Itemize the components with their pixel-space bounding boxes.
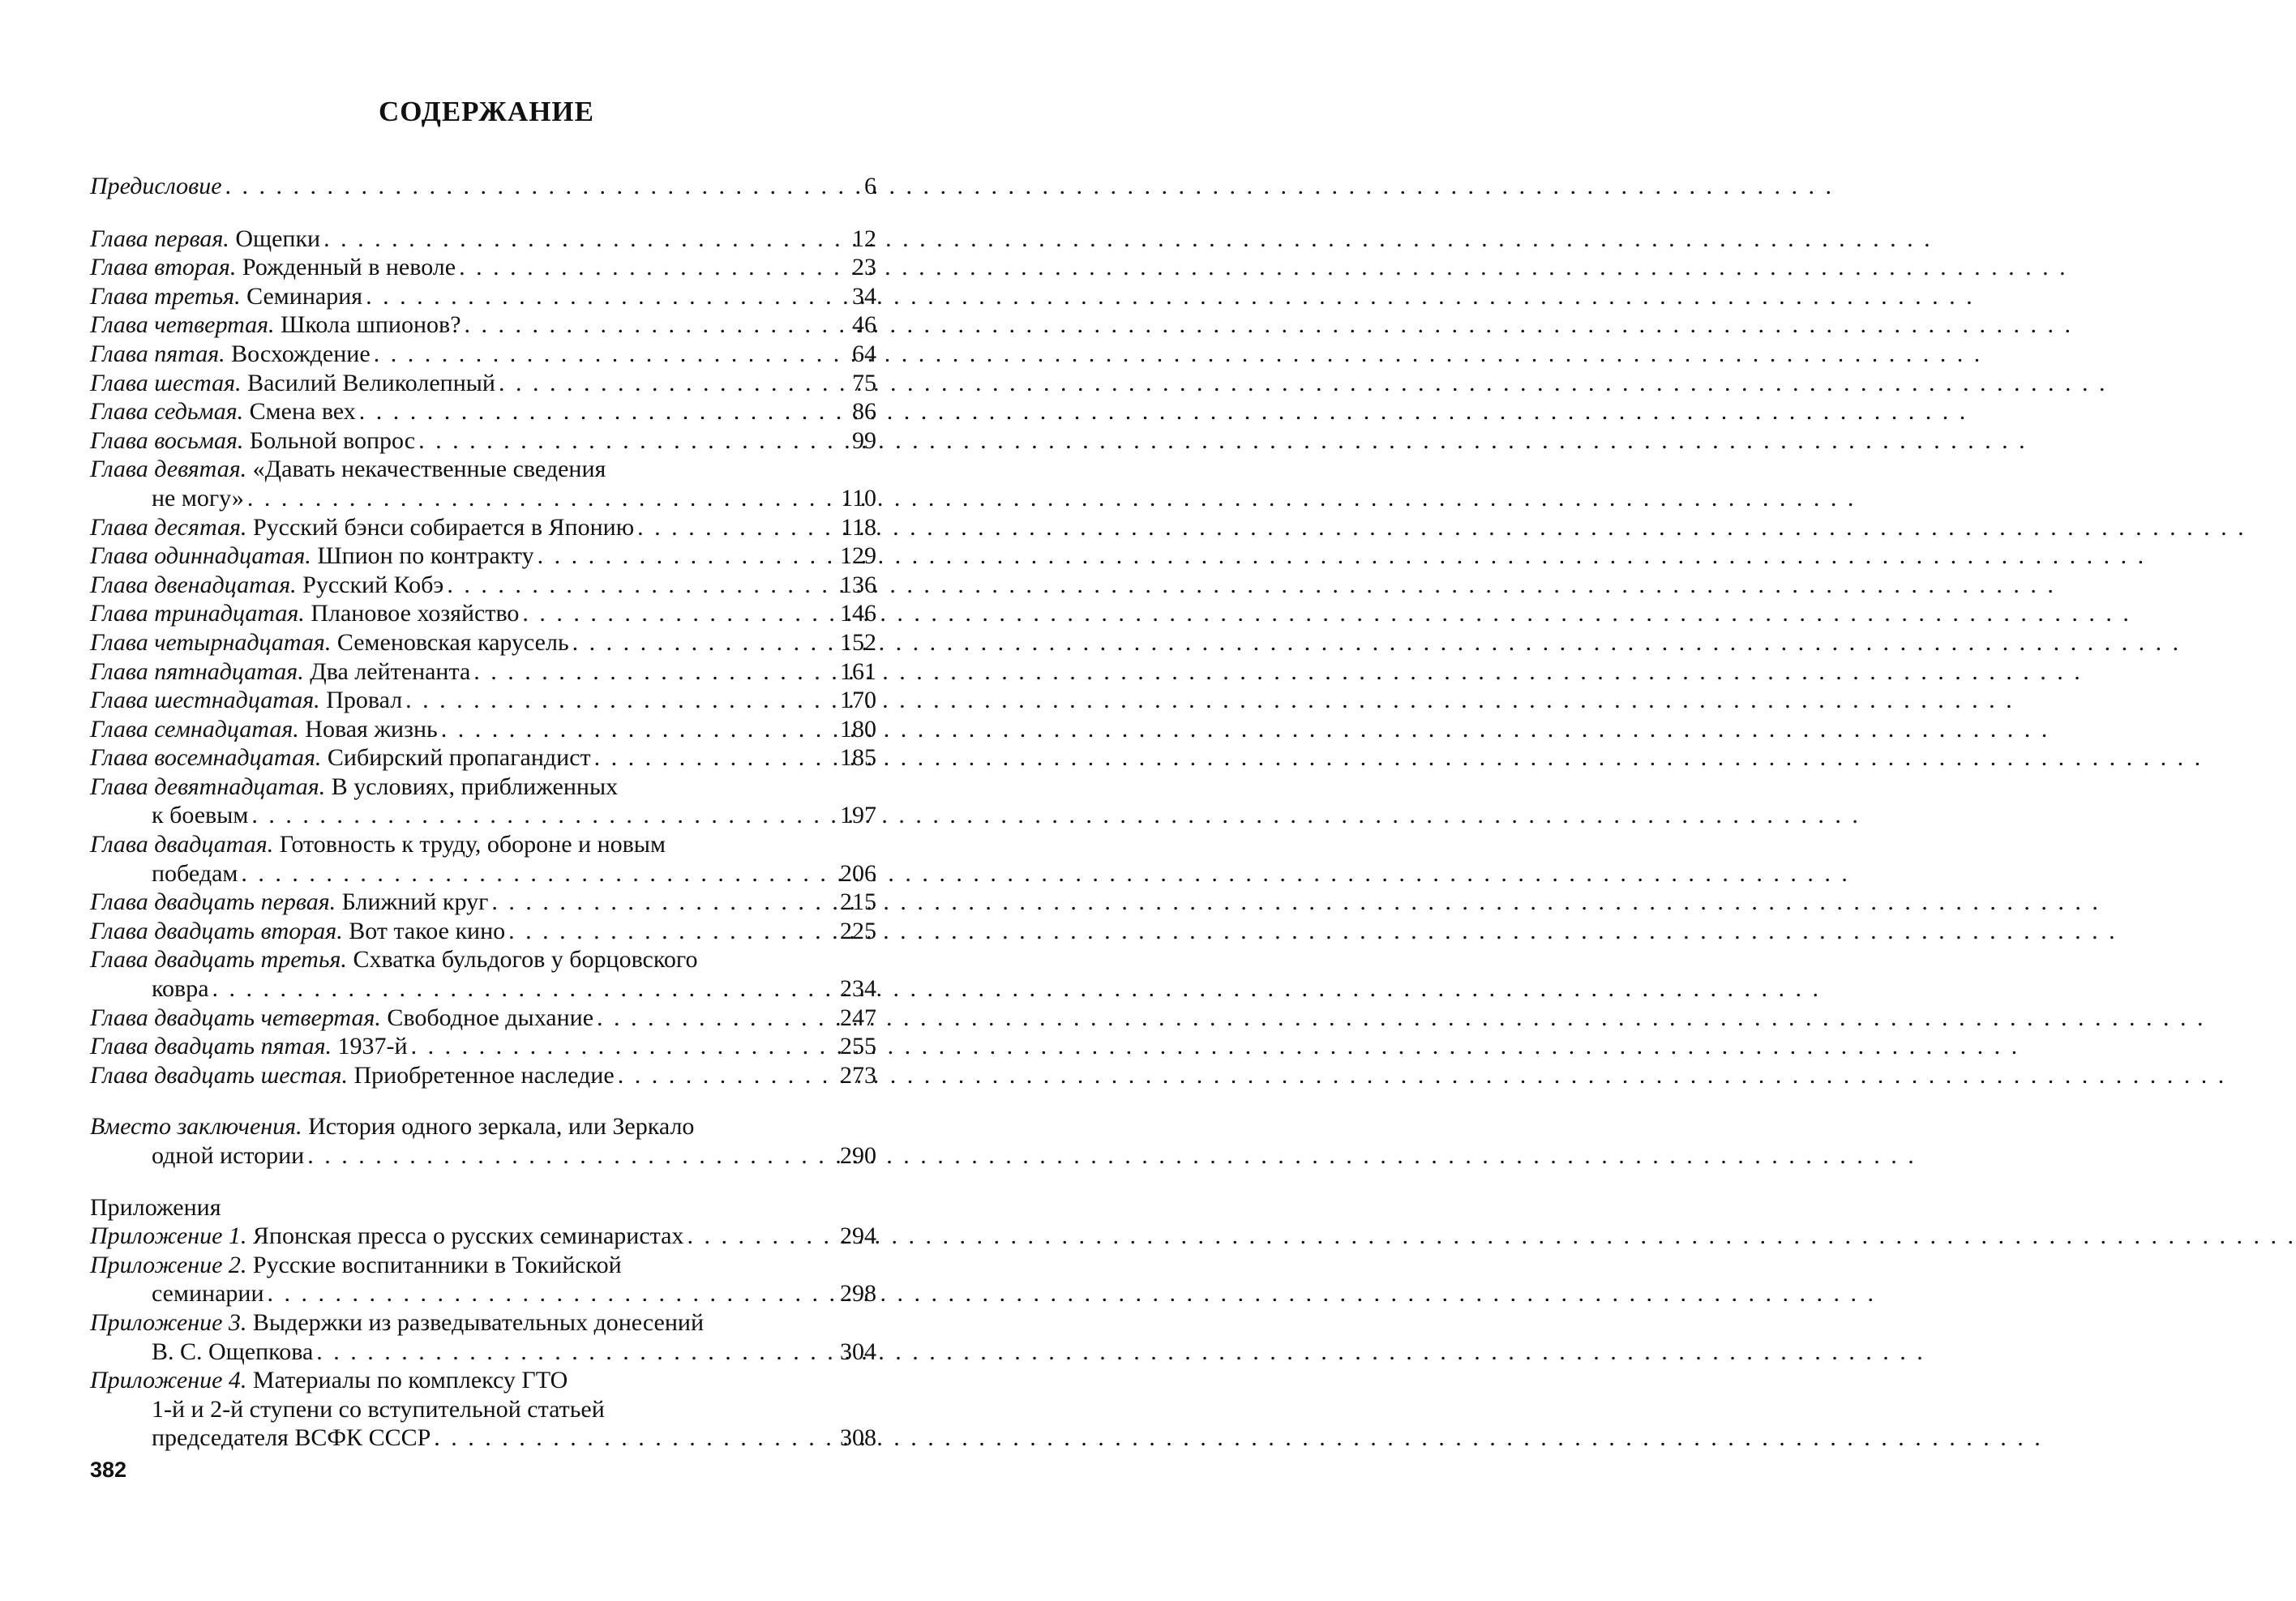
entry-prefix: Глава двадцатая. <box>90 831 274 858</box>
toc-entry-chapter <box>90 455 876 512</box>
toc-entry-chapter <box>90 542 876 571</box>
entry-prefix: Глава семнадцатая. <box>90 715 299 743</box>
page-ref: 129 <box>840 542 876 570</box>
entry-prefix: Глава четырнадцатая. <box>90 628 332 656</box>
page-ref: 64 <box>852 340 876 367</box>
entry-prefix: Приложение 3. <box>90 1308 247 1336</box>
entry-title: 1937-й <box>337 1033 408 1060</box>
dot-leader <box>461 310 803 340</box>
toc-entry-chapter <box>90 743 876 773</box>
page-ref: 152 <box>840 628 876 656</box>
entry-title: Смена вех <box>249 398 356 426</box>
entry-title: Выдержки из разведывательных донесений <box>252 1308 705 1336</box>
page-ref: 75 <box>852 369 876 396</box>
entry-title: «Давать некачественные сведения <box>252 456 606 483</box>
entry-prefix: Приложение 1. <box>90 1222 247 1250</box>
toc-entry-chapter <box>90 599 876 628</box>
entry-prefix: Глава двадцать первая. <box>90 888 336 916</box>
entry-prefix: Глава пятая. <box>90 340 225 367</box>
entry-title: Вот такое кино <box>349 917 506 944</box>
toc-entry-chapter <box>90 253 876 282</box>
dot-leader <box>534 542 803 571</box>
dot-leader <box>264 1279 803 1308</box>
entry-title: Больной вопрос <box>249 426 416 454</box>
dot-leader <box>244 484 803 513</box>
entry-title-continued: не могу» <box>152 484 244 512</box>
toc-entry-chapter <box>90 830 876 888</box>
page-ref: 298 <box>840 1280 876 1308</box>
toc-entry-chapter <box>90 628 876 657</box>
page-ref: 197 <box>840 802 876 829</box>
toc-entry-chapter <box>90 340 876 369</box>
toc-entry-chapter <box>90 686 876 715</box>
entry-title: Готовность к труду, обороне и новым <box>279 831 666 858</box>
page-ref: 247 <box>840 1004 876 1031</box>
entry-prefix: Вместо заключения. <box>90 1113 302 1141</box>
page-ref: 46 <box>852 311 876 339</box>
entry-title: Схватка бульдогов у борцовского <box>353 946 698 974</box>
entry-prefix: Глава третья. <box>90 282 241 310</box>
dot-leader <box>470 657 803 687</box>
dot-leader <box>593 1004 803 1033</box>
entry-prefix: Глава первая. <box>90 225 229 252</box>
entry-title: Японская пресса о русских семинаристах <box>252 1222 684 1250</box>
toc-entry-appendix <box>90 1308 876 1366</box>
page-ref: 273 <box>840 1061 876 1089</box>
toc-entry-chapter <box>90 282 876 311</box>
entry-prefix: Глава девятнадцатая. <box>90 773 326 800</box>
table-of-contents <box>90 172 876 1453</box>
toc-entry-conclusion <box>90 1112 876 1170</box>
dot-leader <box>408 1032 803 1061</box>
entry-prefix: Глава двадцать пятая. <box>90 1033 332 1060</box>
entry-title: В условиях, приближенных <box>331 773 619 800</box>
entry-title: Русский Кобэ <box>302 571 444 598</box>
page-ref: 215 <box>840 888 876 916</box>
entry-title: Материалы по комплексу ГТО <box>252 1367 568 1394</box>
page-ref: 185 <box>840 744 876 772</box>
entry-title-continued: к боевым <box>152 802 249 829</box>
dot-leader <box>402 686 803 715</box>
dot-leader <box>569 628 803 657</box>
entry-prefix: Глава вторая. <box>90 254 237 281</box>
toc-entry-preface <box>90 172 876 201</box>
dot-leader <box>591 743 803 773</box>
entry-prefix: Глава двенадцатая. <box>90 571 297 598</box>
page-ref: 99 <box>852 426 876 454</box>
entry-title: Сибирский пропагандист <box>327 744 591 772</box>
toc-page <box>0 0 973 1601</box>
page-ref: 110 <box>841 484 876 512</box>
entry-title: Новая жизнь <box>305 715 438 743</box>
entry-prefix: Глава шестнадцатая. <box>90 687 320 714</box>
toc-entry-chapter <box>90 1061 876 1090</box>
toc-entry-chapter <box>90 773 876 830</box>
toc-entry-chapter <box>90 917 876 946</box>
page-ref: 23 <box>852 254 876 281</box>
page-ref: 34 <box>852 282 876 310</box>
dot-leader <box>505 917 803 946</box>
preface-label: Предисловие <box>90 173 222 199</box>
entry-title-continued: В. С. Ощепкова <box>152 1338 314 1365</box>
dot-leader <box>438 715 803 744</box>
page-ref: 146 <box>840 600 876 627</box>
dot-leader <box>519 599 803 628</box>
dot-leader <box>415 426 803 456</box>
entry-prefix: Глава двадцать вторая. <box>90 917 343 944</box>
page-ref: 308 <box>840 1424 876 1452</box>
page-ref: 161 <box>840 657 876 685</box>
entry-title: Рожденный в неволе <box>242 254 456 281</box>
toc-entry-chapter <box>90 657 876 687</box>
entry-prefix: Глава двадцать шестая. <box>90 1061 348 1089</box>
page-ref: 294 <box>840 1222 876 1250</box>
entry-prefix: Глава восьмая. <box>90 426 244 454</box>
entry-prefix: Глава одиннадцатая. <box>90 542 311 570</box>
toc-entry-chapter <box>90 1032 876 1061</box>
page-ref: 255 <box>840 1033 876 1060</box>
page-ref: 12 <box>852 225 876 252</box>
toc-entry-appendix <box>90 1251 876 1308</box>
toc-entry-chapter <box>90 426 876 456</box>
dot-leader <box>634 513 803 542</box>
dot-leader <box>495 369 803 398</box>
toc-entry-chapter <box>90 715 876 744</box>
page-number: 382 <box>90 1458 127 1482</box>
entry-title-continued: победам <box>152 859 238 887</box>
dot-leader <box>248 801 803 830</box>
appendices-heading: Приложения <box>90 1193 221 1221</box>
spacer <box>90 1089 876 1112</box>
entry-title: Два лейтенанта <box>310 657 471 685</box>
entry-prefix: Глава четвертая. <box>90 311 275 339</box>
dot-leader <box>222 172 803 201</box>
dot-leader <box>443 571 803 600</box>
entry-prefix: Глава седьмая. <box>90 398 244 426</box>
dot-leader <box>430 1423 803 1453</box>
entry-title: Шпион по контракту <box>317 542 534 570</box>
page-ref: 118 <box>841 513 876 541</box>
entry-title: Приобретенное наследие <box>353 1061 615 1089</box>
toc-entry-chapter <box>90 513 876 542</box>
toc-entry-appendix <box>90 1366 876 1453</box>
dot-leader <box>238 859 803 888</box>
dot-leader <box>362 282 803 311</box>
dot-leader <box>304 1141 803 1171</box>
page-ref: 225 <box>840 917 876 944</box>
toc-entry-chapter <box>90 225 876 254</box>
dot-leader <box>456 253 803 282</box>
entry-title: Василий Великолепный <box>247 369 495 396</box>
appendix-list <box>90 1222 876 1453</box>
entry-prefix: Приложение 2. <box>90 1251 247 1278</box>
chapter-list <box>90 225 876 1090</box>
spacer <box>90 1171 876 1193</box>
entry-prefix: Глава пятнадцатая. <box>90 657 304 685</box>
entry-title: Плановое хозяйство <box>311 600 520 627</box>
entry-title: Русские воспитанники в Токийской <box>252 1251 622 1278</box>
entry-prefix: Глава десятая. <box>90 513 247 541</box>
toc-entry-chapter <box>90 1004 876 1033</box>
dot-leader <box>313 1338 803 1367</box>
page-ref: 86 <box>852 398 876 426</box>
page-ref: 180 <box>840 715 876 743</box>
spacer <box>90 201 876 225</box>
dot-leader <box>371 340 803 369</box>
entry-title: Русский бэнси собирается в Японию <box>252 513 635 541</box>
entry-title: История одного зеркала, или Зеркало <box>308 1113 695 1141</box>
dot-leader <box>615 1061 803 1090</box>
toc-entry-chapter <box>90 888 876 917</box>
entry-title-continued: ковра <box>152 975 209 1003</box>
entry-title: Семеновская карусель <box>336 628 569 656</box>
entry-title: Ощепки <box>235 225 321 252</box>
page-ref: 136 <box>840 571 876 598</box>
page-title: СОДЕРЖАНИЕ <box>378 96 594 127</box>
page-ref: 170 <box>840 687 876 714</box>
page-ref: 6 <box>864 173 876 199</box>
toc-entry-chapter <box>90 310 876 340</box>
toc-entry-appendix <box>90 1222 876 1251</box>
dot-leader <box>320 225 803 254</box>
entry-title: Ближний круг <box>341 888 489 916</box>
entry-title: Школа шпионов? <box>281 311 461 339</box>
entry-prefix: Глава шестая. <box>90 369 242 396</box>
entry-title: Семинария <box>246 282 363 310</box>
entry-prefix: Глава двадцать четвертая. <box>90 1004 381 1031</box>
toc-entry-chapter <box>90 369 876 398</box>
entry-prefix: Глава девятая. <box>90 456 247 483</box>
entry-title: Свободное дыхание <box>387 1004 594 1031</box>
page-ref: 304 <box>840 1338 876 1365</box>
entry-title-continued: одной истории <box>152 1142 305 1169</box>
toc-entry-chapter <box>90 945 876 1003</box>
page-ref: 290 <box>840 1142 876 1169</box>
entry-title-continued: семинарии <box>152 1280 264 1308</box>
toc-entry-chapter <box>90 571 876 600</box>
entry-title: Провал <box>326 687 403 714</box>
toc-entry-chapter <box>90 397 876 426</box>
page-ref: 206 <box>840 859 876 887</box>
page-ref: 234 <box>840 975 876 1003</box>
entry-prefix: Приложение 4. <box>90 1367 247 1394</box>
entry-prefix: Глава двадцать третья. <box>90 946 347 974</box>
dot-leader <box>209 974 803 1004</box>
entry-prefix: Глава восемнадцатая. <box>90 744 322 772</box>
dot-leader <box>683 1222 803 1251</box>
dot-leader <box>488 888 803 917</box>
entry-prefix: Глава тринадцатая. <box>90 600 305 627</box>
entry-title: Восхождение <box>231 340 371 367</box>
dot-leader <box>356 397 803 426</box>
entry-title-continued: 1-й и 2-й ступени со вступительной статьей <box>152 1395 605 1423</box>
entry-title-continued: председателя ВСФК СССР <box>152 1424 431 1452</box>
